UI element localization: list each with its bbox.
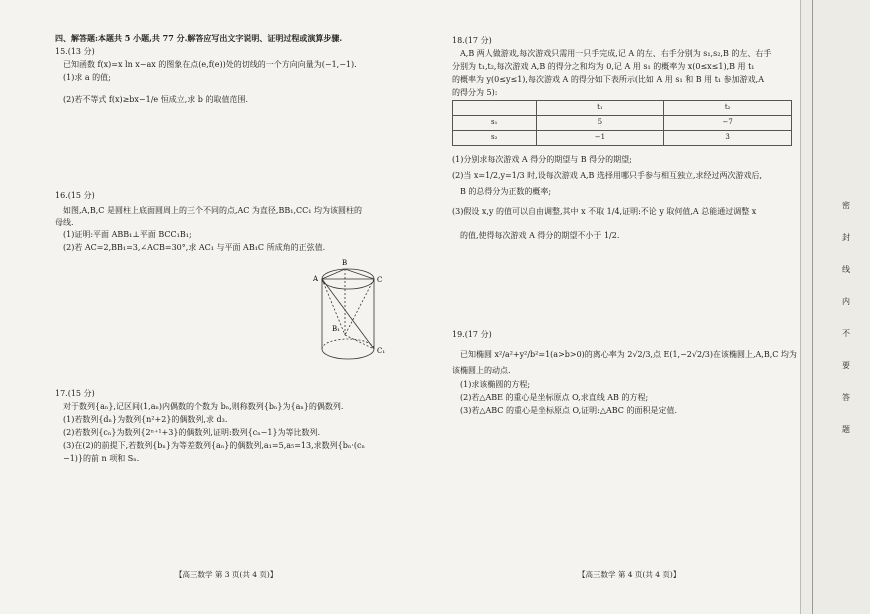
q17-stem: 对于数列{aₙ},记区间(1,aₙ)内偶数的个数为 bₙ,则称数列{bₙ}为{aₙ}的偶数列. <box>63 402 344 411</box>
q16-part2: (2)若 AC=2,BB₁=3,∠ACB=30°,求 AC₁ 与平面 AB₁C 所成角的正弦值. <box>63 243 326 252</box>
q18-part1: (1)分别求每次游戏 A 得分的期望与 B 得分的期望; <box>452 155 632 164</box>
table-row <box>453 116 792 131</box>
q15-stem: 已知函数 f(x)=x ln x−ax 的图象在点(e,f(e))处的切线的一个方向向量为(−1,−1). <box>63 60 357 69</box>
q17-number: 17.(15 分) <box>55 389 95 398</box>
q18-part2-cont: B 的总得分为正数的概率; <box>460 187 552 196</box>
q17-part2: (2)若数列{cₙ}为数列{2ⁿ⁺¹+3}的偶数列,证明:数列{cₙ−1}为等比数列. <box>63 428 321 437</box>
seal-char: 内 <box>842 297 850 306</box>
q19-number: 19.(17 分) <box>452 330 492 339</box>
q18-part2: (2)当 x=1/2,y=1/3 时,设每次游戏 A,B 选择用哪只手参与相互独立,求经过两次游戏后, <box>452 171 763 180</box>
table-row <box>453 131 792 146</box>
left-footer: 【高三数学 第 3 页(共 4 页)】 <box>175 570 278 579</box>
fig-label-a: A <box>313 275 319 283</box>
q19-stem-cont: 该椭圆上的动点. <box>452 366 511 375</box>
seal-char: 密 <box>842 201 850 210</box>
q15-part2: (2)若不等式 f(x)≥bx−1/e 恒成立,求 b 的取值范围. <box>63 95 248 104</box>
fig-label-b: B <box>342 259 348 267</box>
q18-part3: (3)假设 x,y 的值可以自由调整,其中 x 不取 1/4,证明:不论 y 取何值,A 总能通过调整 x <box>452 207 757 216</box>
right-footer: 【高三数学 第 4 页(共 4 页)】 <box>578 570 681 579</box>
table-cell: s₁ <box>453 116 537 131</box>
section-heading: 四、解答题:本题共 5 小题,共 77 分.解答应写出文字说明、证明过程或演算步骤. <box>55 33 343 43</box>
q18-intro-1: A,B 两人做游戏,每次游戏只需用一只手完成,记 A 的左、右手分别为 s₁,s₂,B 的左、右手 <box>460 49 772 58</box>
q19-stem: 已知椭圆 x²/a²+y²/b²=1(a>b>0)的离心率为 2√2/3,点 E(1,−2√2/3)在该椭圆上,A,B,C 均为 <box>460 350 797 359</box>
q19-part3: (3)若△ABC 的重心是坐标原点 O,证明:△ABC 的面积是定值. <box>460 406 677 415</box>
fig-label-b1: B₁ <box>332 325 340 333</box>
score-table <box>452 100 792 146</box>
cylinder-figure <box>312 257 400 369</box>
q18-intro-2: 分别为 t₁,t₂,每次游戏 A,B 的得分之和均为 0,记 A 用 s₁ 的概率为 x(0≤x≤1),B 用 t₁ <box>452 62 755 71</box>
q18-intro-4: 的得分为 5): <box>452 88 498 97</box>
seal-char: 题 <box>842 425 850 434</box>
table-cell: t₁ <box>536 101 664 116</box>
table-cell: s₂ <box>453 131 537 146</box>
q16-part1: (1)证明:平面 ABB₁⊥平面 BCC₁B₁; <box>63 230 192 239</box>
q16-stem-cont: 母线. <box>55 218 74 227</box>
seal-line <box>812 0 813 614</box>
seal-char: 答 <box>842 393 850 402</box>
table-cell: −7 <box>664 116 792 131</box>
seal-char: 线 <box>842 265 850 274</box>
table-cell: t₂ <box>664 101 792 116</box>
table-cell: 5 <box>536 116 664 131</box>
seal-char: 不 <box>842 329 850 338</box>
q17-part1: (1)若数列{dₙ}为数列{n²+2}的偶数列,求 d₃. <box>63 415 228 424</box>
table-row <box>453 101 792 116</box>
table-cell: 3 <box>664 131 792 146</box>
q18-part3-cont: 的值,使得每次游戏 A 得分的期望不小于 1/2. <box>460 231 620 240</box>
seal-char: 要 <box>842 361 850 370</box>
fig-label-c: C <box>377 276 383 284</box>
q19-part2: (2)若△ABE 的重心是坐标原点 O,求直线 AB 的方程; <box>460 393 649 402</box>
table-cell: −1 <box>536 131 664 146</box>
fig-label-c1: C₁ <box>377 347 386 355</box>
q15-number: 15.(13 分) <box>55 47 95 56</box>
q15-part1: (1)求 a 的值; <box>63 73 111 82</box>
q16-number: 16.(15 分) <box>55 191 95 200</box>
q16-stem: 如图,A,B,C 是圆柱上底面圆周上的三个不同的点,AC 为直径,BB₁,CC₁ 均为该圆柱的 <box>63 206 362 215</box>
q19-part1: (1)求该椭圆的方程; <box>460 380 531 389</box>
q18-intro-3: 的概率为 y(0≤y≤1),每次游戏 A 的得分如下表所示(比如 A 用 s₁ 和 B 用 t₁ 参加游戏,A <box>452 75 764 84</box>
table-cell <box>453 101 537 116</box>
seal-margin <box>800 0 870 614</box>
q17-part3-cont: −1)}的前 n 项和 Sₙ. <box>63 454 140 463</box>
seal-char: 封 <box>842 233 850 242</box>
q17-part3: (3)在(2)的前提下,若数列{bₙ}为等差数列{aₙ}的偶数列,a₁=5,a₅=13,求数列{bₙ·(cₙ <box>63 441 365 450</box>
q18-number: 18.(17 分) <box>452 36 492 45</box>
